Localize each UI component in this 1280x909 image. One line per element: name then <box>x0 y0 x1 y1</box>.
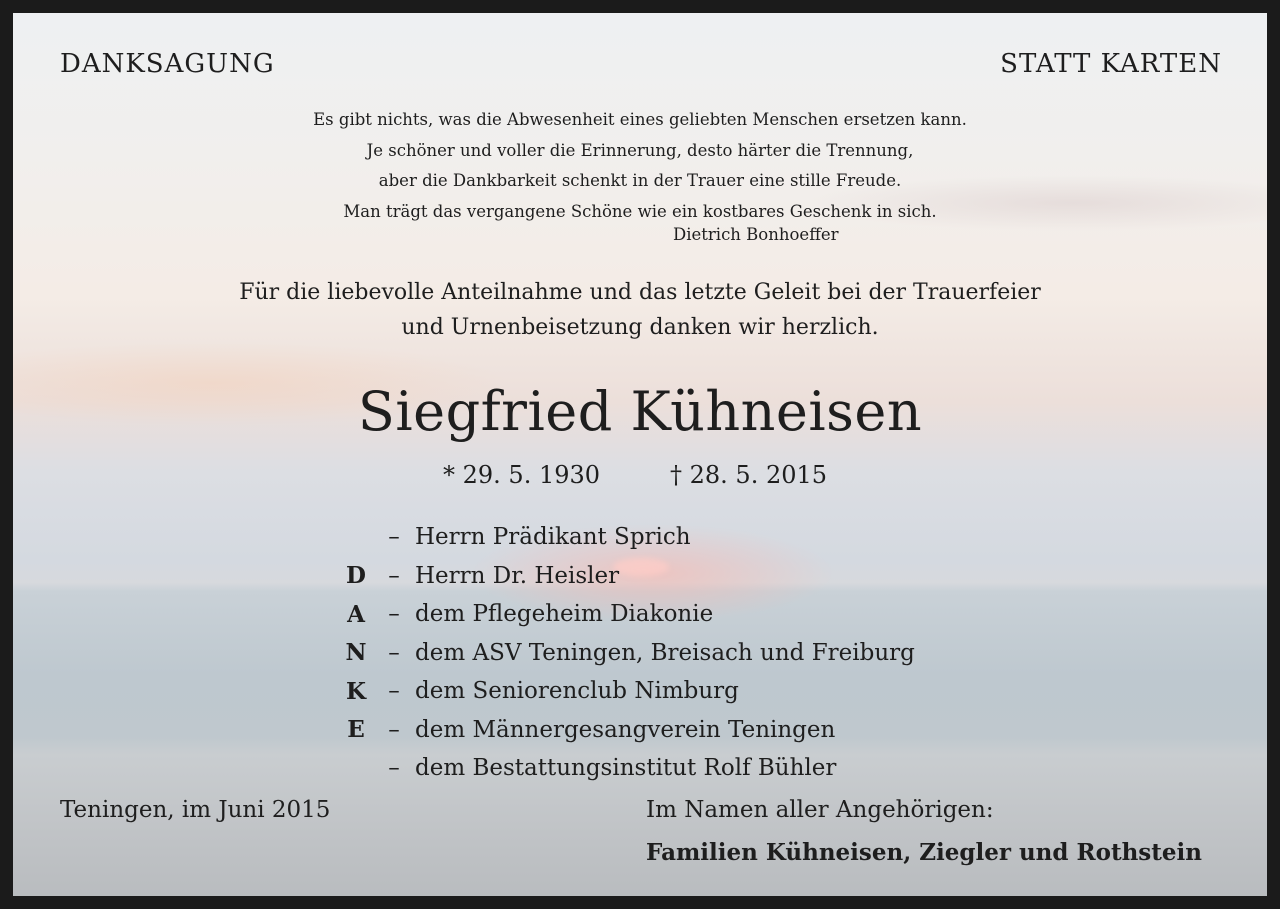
birth-date: * 29. 5. 1930 <box>443 461 601 489</box>
danke-letter: K <box>346 677 366 705</box>
danke-recipient: Herrn Dr. Heisler <box>415 562 620 589</box>
danke-recipient: dem Seniorenclub Nimburg <box>415 678 739 705</box>
thanks-message <box>13 275 1267 345</box>
death-date: † 28. 5. 2015 <box>670 461 828 489</box>
danke-row <box>337 749 915 788</box>
quote-author: Dietrich Bonhoeffer <box>673 225 839 244</box>
danke-row <box>337 711 915 750</box>
danke-recipient: dem Männergesangverein Teningen <box>415 716 836 743</box>
deceased-name: Siegfried Kühneisen <box>357 380 923 443</box>
danke-dash: – <box>388 678 400 705</box>
danke-dash: – <box>388 755 400 782</box>
danke-list <box>337 518 915 788</box>
danke-recipient: dem Pflegeheim Diakonie <box>415 601 714 628</box>
danke-dash: – <box>388 524 400 551</box>
danke-row <box>337 634 915 673</box>
quote-block <box>13 105 1267 227</box>
danke-dash: – <box>388 562 400 589</box>
danke-row <box>337 518 915 557</box>
danke-letter: N <box>345 639 367 667</box>
quote-line: Man trägt das vergangene Schöne wie ein kostbares Geschenk in sich. <box>343 201 937 221</box>
danke-dash: – <box>388 601 400 628</box>
quote-line: aber die Dankbarkeit schenkt in der Trauer eine stille Freude. <box>378 171 902 190</box>
danke-recipient: dem ASV Teningen, Breisach und Freiburg <box>415 639 915 666</box>
quote-line: Je schöner und voller die Erinnerung, desto härter die Trennung, <box>366 140 914 160</box>
danke-recipient: Herrn Prädikant Sprich <box>415 524 691 551</box>
signature-families: Familien Kühneisen, Ziegler und Rothstein <box>646 839 1202 866</box>
danke-dash: – <box>388 639 400 666</box>
danke-recipient: dem Bestattungsinstitut Rolf Bühler <box>415 755 837 782</box>
danke-dash: – <box>388 716 400 743</box>
header-statt-karten: STATT KARTEN <box>1000 49 1222 79</box>
quote-line: Es gibt nichts, was die Abwesenheit eines geliebten Menschen ersetzen kann. <box>313 110 967 129</box>
danke-row <box>337 595 915 634</box>
place-date: Teningen, im Juni 2015 <box>60 797 331 823</box>
thanks-line: und Urnenbeisetzung danken wir herzlich. <box>401 315 879 340</box>
signature-intro: Im Namen aller Angehörigen: <box>646 797 994 823</box>
danke-letter: E <box>347 716 365 744</box>
danke-letter: A <box>347 600 365 628</box>
danke-letter: D <box>346 562 366 590</box>
header-danksagung: DANKSAGUNG <box>60 49 275 79</box>
obituary-notice <box>13 13 1267 896</box>
danke-row <box>337 672 915 711</box>
danke-row <box>337 557 915 596</box>
thanks-line: Für die liebevolle Anteilnahme und das letzte Geleit bei der Trauerfeier <box>239 280 1041 305</box>
